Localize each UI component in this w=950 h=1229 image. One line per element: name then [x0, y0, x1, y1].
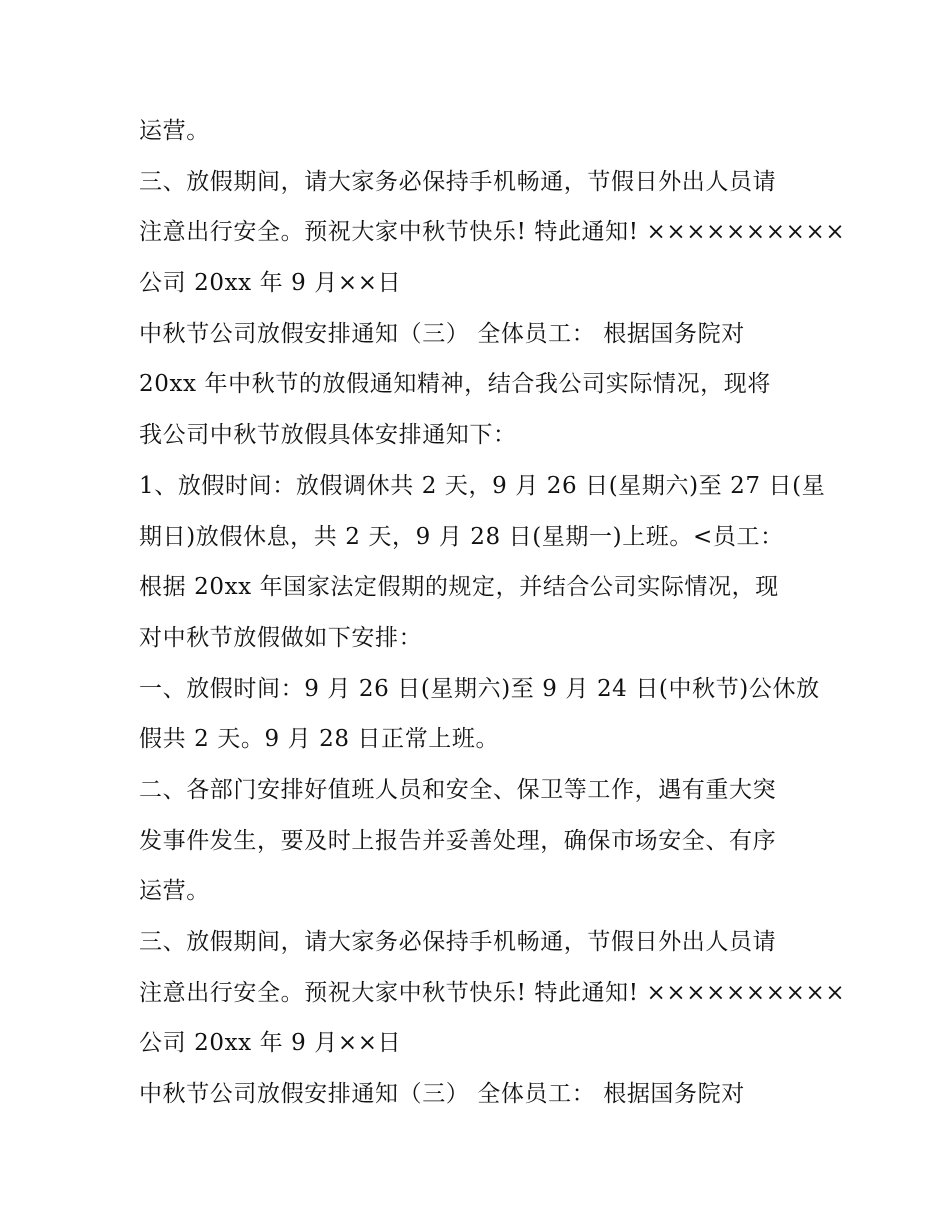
text-line: 1、放假时间：放假调休共 2 天，9 月 26 日(星期六)至 27 日(星	[139, 472, 826, 499]
text-line: 期日)放假休息，共 2 天，9 月 28 日(星期一)上班。<员工：	[139, 523, 784, 550]
text-line: 三、放假期间，请大家务必保持手机畅通，节假日外出人员请	[139, 168, 777, 195]
document-body	[139, 106, 846, 1120]
text-line: 假共 2 天。9 月 28 日正常上班。	[139, 726, 500, 753]
text-line: 运营。	[139, 878, 210, 905]
text-line: 中秋节公司放假安排通知（三） 全体员工： 根据国务院对	[139, 1081, 745, 1108]
text-line: 二、各部门安排好值班人员和安全、保卫等工作，遇有重大突	[139, 776, 777, 803]
text-line: 20xx 年中秋节的放假通知精神，结合我公司实际情况，现将	[139, 371, 771, 398]
text-line: 注意出行安全。预祝大家中秋节快乐! 特此通知! ××××××××××	[139, 979, 846, 1006]
text-line: 公司 20xx 年 9 月××日	[139, 270, 402, 297]
text-line: 注意出行安全。预祝大家中秋节快乐! 特此通知! ××××××××××	[139, 219, 846, 246]
text-line: 根据 20xx 年国家法定假期的规定，并结合公司实际情况，现	[139, 574, 779, 601]
text-line: 我公司中秋节放假具体安排通知下：	[139, 422, 517, 449]
text-line: 对中秋节放假做如下安排：	[139, 624, 423, 651]
text-line: 发事件发生，要及时上报告并妥善处理，确保市场安全、有序	[139, 827, 777, 854]
text-line: 三、放假期间，请大家务必保持手机畅通，节假日外出人员请	[139, 929, 777, 955]
text-line: 中秋节公司放假安排通知（三） 全体员工： 根据国务院对	[139, 320, 745, 347]
text-line: 公司 20xx 年 9 月××日	[139, 1030, 402, 1057]
text-line: 一、放假时间：9 月 26 日(星期六)至 9 月 24 日(中秋节)公休放	[139, 675, 820, 702]
text-line: 运营。	[139, 118, 210, 144]
